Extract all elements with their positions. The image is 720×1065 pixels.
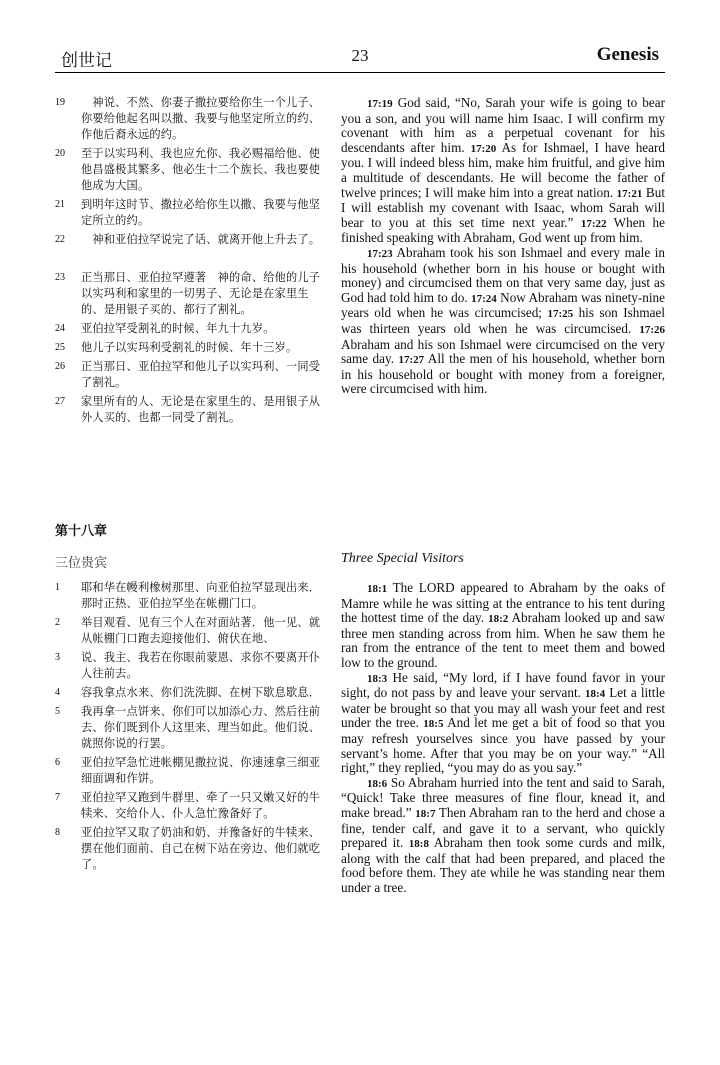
verse-text: 我再拿一点饼来、你们可以加添心力、然后往前去、你们既到仆人这里来、理当如此。他们说、就照你说的行罢。 — [81, 705, 321, 750]
chinese-verse — [55, 197, 330, 229]
chinese-verse — [55, 704, 330, 752]
english-paragraph — [341, 581, 665, 671]
chinese-verse — [55, 580, 330, 612]
english-paragraph — [341, 671, 665, 776]
verse-text: 说、我主、我若在你眼前蒙恩、求你不要离开仆人往前去。 — [81, 651, 321, 680]
chinese-verse — [55, 755, 330, 787]
chinese-verse — [55, 615, 330, 647]
page-header — [55, 40, 665, 73]
verse-text: 至于以实玛利、我也应允你、我必赐福给他、使他昌盛极其繁多、他必生十二个族长、我也要使他成为大国。 — [81, 147, 321, 192]
chinese-verse — [55, 95, 330, 143]
verse-text: All the men of his household, whether born in his household or bought with money from a foreigner, were circumcised with him. — [341, 351, 666, 397]
verse-text: 容我拿点水来、你们洗洗脚、在树下歇息歇息． — [81, 686, 321, 699]
chinese-verse — [55, 232, 330, 248]
chinese-verse — [55, 146, 330, 194]
section-title-chinese: 三位贵宾 — [55, 556, 108, 571]
verse-number: 22 — [55, 234, 65, 245]
verse-reference: 17:25 — [547, 308, 574, 321]
verse-reference: 18:5 — [423, 718, 444, 731]
verse-text: As for Ishmael, I have heard you. I will indeed bless him, make him fruitful, and give him a multitude of descendants. He will become the father of twelve princes; I will make him into a great nation. — [341, 139, 665, 200]
verse-text: 他儿子以实玛利受割礼的时候、年十三岁。 — [81, 341, 298, 354]
verse-text: Abraham then took some curds and milk, along with the calf that had been prepared, and placed the food before them. They ate while he was standing near them under a tree. — [341, 835, 666, 895]
verse-text: So Abraham hurried into the tent and said to Sarah, “Quick! Take three measures of fine flour, knead it, and make bread.” — [341, 774, 665, 820]
verse-reference: 18:6 — [367, 777, 388, 790]
verse-reference: 18:1 — [367, 583, 388, 595]
chapter-heading: 第十八章 — [55, 524, 108, 539]
chinese-text-top — [55, 95, 330, 429]
verse-text: 举目观看、见有三个人在对面站著．他一见、就从帐棚门口跑去迎接他们、俯伏在地、 — [81, 616, 321, 645]
verse-text: Now Abraham was ninety-nine years old when he was circumcised; — [341, 289, 665, 321]
verse-text: 神和亚伯拉罕说完了话、就离开他上升去了。 — [81, 233, 321, 246]
chinese-verse — [55, 321, 330, 337]
chinese-verse — [55, 270, 330, 318]
verse-number: 20 — [55, 148, 65, 159]
verse-number: 7 — [55, 792, 60, 803]
verse-text: 正当那日、亚伯拉罕和他儿子以实玛利、一同受了割礼。 — [81, 360, 321, 389]
verse-text: When he finished speaking with Abraham, God went up from him. — [341, 214, 665, 246]
verse-text: 亚伯拉罕急忙进帐棚见撒拉说、你速速拿三细亚细面调和作饼。 — [81, 756, 321, 785]
verse-text: 家里所有的人、无论是在家里生的、是用银子从外人买的、也都一同受了割礼。 — [81, 395, 321, 424]
chinese-text-bottom — [55, 580, 330, 876]
verse-number: 27 — [55, 396, 65, 407]
verse-number: 1 — [55, 582, 60, 593]
verse-text: 正当那日、亚伯拉罕遵著 神的命、给他的儿子以实玛利和家里的一切男子、无论是在家里生的、是用银子买的、都行了割礼。 — [81, 271, 321, 316]
chinese-verse — [55, 340, 330, 356]
verse-number: 4 — [55, 687, 60, 698]
verse-text: Abraham looked up and saw three men standing across from him. When he saw them he ran from the entrance of the tent to meet them and bowed low to the ground. — [341, 610, 666, 670]
verse-number: 8 — [55, 827, 60, 838]
english-paragraph — [341, 246, 665, 397]
verse-text: Then Abraham ran to the herd and chose a fine, tender calf, and gave it to a servant, who quickly prepared it. — [341, 804, 665, 851]
verse-reference: 18:4 — [584, 688, 606, 701]
verse-reference: 17:20 — [470, 142, 497, 155]
chinese-verse — [55, 394, 330, 426]
verse-text: 到明年这时节、撒拉必给你生以撒、我要与他坚定所立的约。 — [81, 198, 321, 227]
verse-text: He said, “My lord, if I have found favor in your sight, do not pass by and leave your servant. — [341, 669, 665, 701]
verse-text: 亚伯拉罕又跑到牛群里、牵了一只又嫩又好的牛犊来、交给仆人、仆人急忙豫备好了。 — [81, 791, 321, 820]
verse-text: Let a little water be brought so that you may all wash your feet and rest under the tree. — [341, 685, 665, 731]
verse-number: 24 — [55, 323, 65, 334]
chinese-verse — [55, 359, 330, 391]
chinese-verse — [55, 825, 330, 873]
verse-text: The LORD appeared to Abraham by the oaks of Mamre while he was sitting at the entrance to his tent during the hottest time of the day. — [341, 580, 665, 626]
english-text-top — [341, 96, 665, 397]
book-title-english: Genesis — [596, 44, 659, 65]
verse-text: But I will establish my covenant with Isaac, whom Sarah will bear to you at this set time next year.” — [341, 184, 665, 230]
verse-number: 23 — [55, 272, 65, 283]
verse-text: 耶和华在幔利橡树那里、向亚伯拉罕显现出来．那时正热、亚伯拉罕坐在帐棚门口。 — [81, 581, 321, 610]
verse-text: 亚伯拉罕受割礼的时候、年九十九岁。 — [81, 322, 275, 335]
chinese-verse — [55, 790, 330, 822]
verse-text: 神说、不然、你妻子撒拉要给你生一个儿子、你要给他起名叫以撒、我要与他坚定所立的约、作他后裔永远的约。 — [81, 96, 321, 141]
verse-reference: 17:22 — [580, 217, 607, 230]
english-text-bottom — [341, 581, 665, 895]
verse-reference: 18:8 — [408, 838, 429, 851]
verse-number: 26 — [55, 361, 65, 372]
section-title-english: Three Special Visitors — [341, 551, 464, 566]
verse-text: Abraham and his son Ishmael were circumcised on the very same day. — [341, 336, 665, 367]
verse-number: 6 — [55, 757, 60, 768]
verse-text: Abraham took his son Ishmael and every male in his household (whether born in his house or bought with money) and circumcised them on that very same day, just as God had told him to do. — [341, 244, 665, 305]
verse-text: 亚伯拉罕又取了奶油和奶、并豫备好的牛犊来、摆在他们面前、自己在树下站在旁边、他们就吃了。 — [81, 826, 321, 871]
verse-number: 2 — [55, 617, 60, 628]
english-paragraph — [341, 776, 665, 896]
chinese-verse — [55, 650, 330, 682]
verse-reference: 18:3 — [367, 672, 388, 685]
verse-reference: 17:27 — [398, 354, 425, 367]
verse-reference: 17:24 — [471, 292, 497, 305]
english-paragraph — [341, 96, 665, 246]
verse-reference: 17:26 — [639, 323, 665, 336]
verse-number: 21 — [55, 199, 65, 210]
verse-reference: 18:7 — [415, 807, 436, 820]
verse-reference: 17:19 — [367, 98, 393, 110]
verse-text: And let me get a bit of food so that you may refresh yourselves since you have passed by your servant’s home. After that you may be on your way.” “All right,” they replied, “you may do as you say.” — [341, 715, 665, 776]
verse-text: his son Ishmael was thirteen years old when he was circumcised. — [341, 305, 665, 336]
verse-number: 19 — [55, 97, 65, 108]
verse-reference: 18:2 — [488, 613, 509, 626]
verse-number: 3 — [55, 652, 60, 663]
verse-number: 25 — [55, 342, 65, 353]
page-number: 23 — [351, 46, 369, 65]
verse-number: 5 — [55, 706, 60, 717]
verse-text: God said, “No, Sarah your wife is going to bear you a son, and you will name him Isaac. I will confirm my covenant with him as a perpetual covenant for his descendants after him. — [341, 95, 665, 155]
verse-reference: 17:23 — [367, 247, 393, 260]
book-title-chinese: 创世记 — [61, 51, 112, 71]
verse-reference: 17:21 — [616, 187, 643, 200]
chinese-verse — [55, 685, 330, 701]
